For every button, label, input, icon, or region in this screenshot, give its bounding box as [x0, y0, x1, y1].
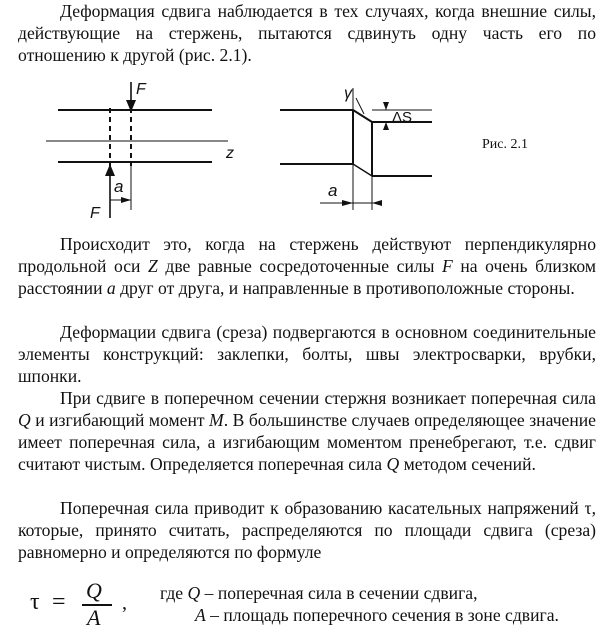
var-q: Q — [18, 410, 31, 430]
text-run: две равные сосредоточенные силы — [157, 256, 443, 276]
dimension-a-left-label: a — [114, 177, 124, 196]
formula-tau: τ — [30, 589, 40, 615]
formula-legend-line-1 — [160, 582, 478, 604]
force-top-label: F — [136, 81, 146, 98]
text-run: на очень близком расстоянии — [18, 256, 596, 298]
formula-numerator: Q — [86, 578, 102, 603]
dimension-a-right-label: a — [328, 181, 338, 200]
dim-arrowhead-a2-left — [342, 200, 353, 206]
z-axis-label: z — [226, 145, 234, 162]
bottom-force-arrowhead — [105, 164, 115, 176]
figure-2-1 — [0, 78, 612, 240]
figure-caption: Рис. 2.1 — [482, 137, 528, 152]
delta-s-arrowhead-bottom — [383, 122, 389, 130]
text-run: Происходит это, когда на стержень действуют перпендикулярно продольной оси — [18, 234, 596, 276]
paragraph-4 — [18, 387, 596, 475]
var-q: Q — [187, 583, 201, 603]
text-run: друг от друга, и направленные в противоположные стороны. — [115, 278, 575, 298]
shear-diagram — [0, 78, 612, 240]
formula-equals: = — [52, 589, 66, 615]
delta-s-label: ΔS — [392, 109, 413, 126]
text-run: – площадь поперечного сечения в зоне сдвига. — [205, 605, 559, 625]
dim-arrowhead-a2-right — [372, 200, 382, 206]
text-run: . В большинстве случаев определяющее значение имеет поперечная сила, а изгибающим моментом пренебрегают, т.е. сдвиг считают чистым. Определяется поперечная сила — [18, 410, 596, 474]
formula-legend-line-2 — [195, 604, 559, 626]
var-a: A — [195, 605, 206, 625]
var-a: a — [106, 278, 116, 298]
paragraph-5: Поперечная сила приводит к образованию касательных напряжений τ, которые, принято считать, распределяются по площади сдвига (среза) равномерно и определяются по формуле — [18, 498, 596, 562]
text-run: – поперечная сила в сечении сдвига, — [200, 583, 478, 603]
intro-paragraph: Деформация сдвига наблюдается в тех случаях, когда внешние силы, действующие на стержень, пытаются сдвинуть одну часть его по отношению к другой (рис. 2.1). — [18, 1, 596, 65]
var-m: M — [209, 410, 224, 430]
paragraph-3: Деформации сдвига (среза) подвергаются в основном соединительные элементы конструкций: заклепки, болты, швы электросварки, врубки, шпонки. — [18, 322, 596, 386]
shear-angle-gamma-label: γ — [344, 85, 352, 102]
shear-slope-bottom — [353, 164, 372, 176]
delta-s-arrowhead-top — [383, 102, 389, 110]
var-f: F — [442, 256, 453, 276]
paragraph-2 — [18, 233, 596, 299]
var-z: Z — [148, 256, 158, 276]
text-run: При сдвиге в поперечном сечении стержня возникает поперечная сила — [60, 388, 596, 408]
text-run: методом сечений. — [399, 454, 536, 474]
shear-stress-formula — [30, 578, 140, 628]
formula-comma: , — [122, 592, 127, 614]
force-bottom-label: F — [90, 205, 100, 222]
dim-arrowhead-a1 — [121, 197, 131, 203]
text-run: и изгибающий момент — [30, 410, 210, 430]
formula-denominator: A — [87, 605, 101, 630]
text-run: где — [160, 583, 188, 603]
var-q: Q — [386, 454, 400, 474]
